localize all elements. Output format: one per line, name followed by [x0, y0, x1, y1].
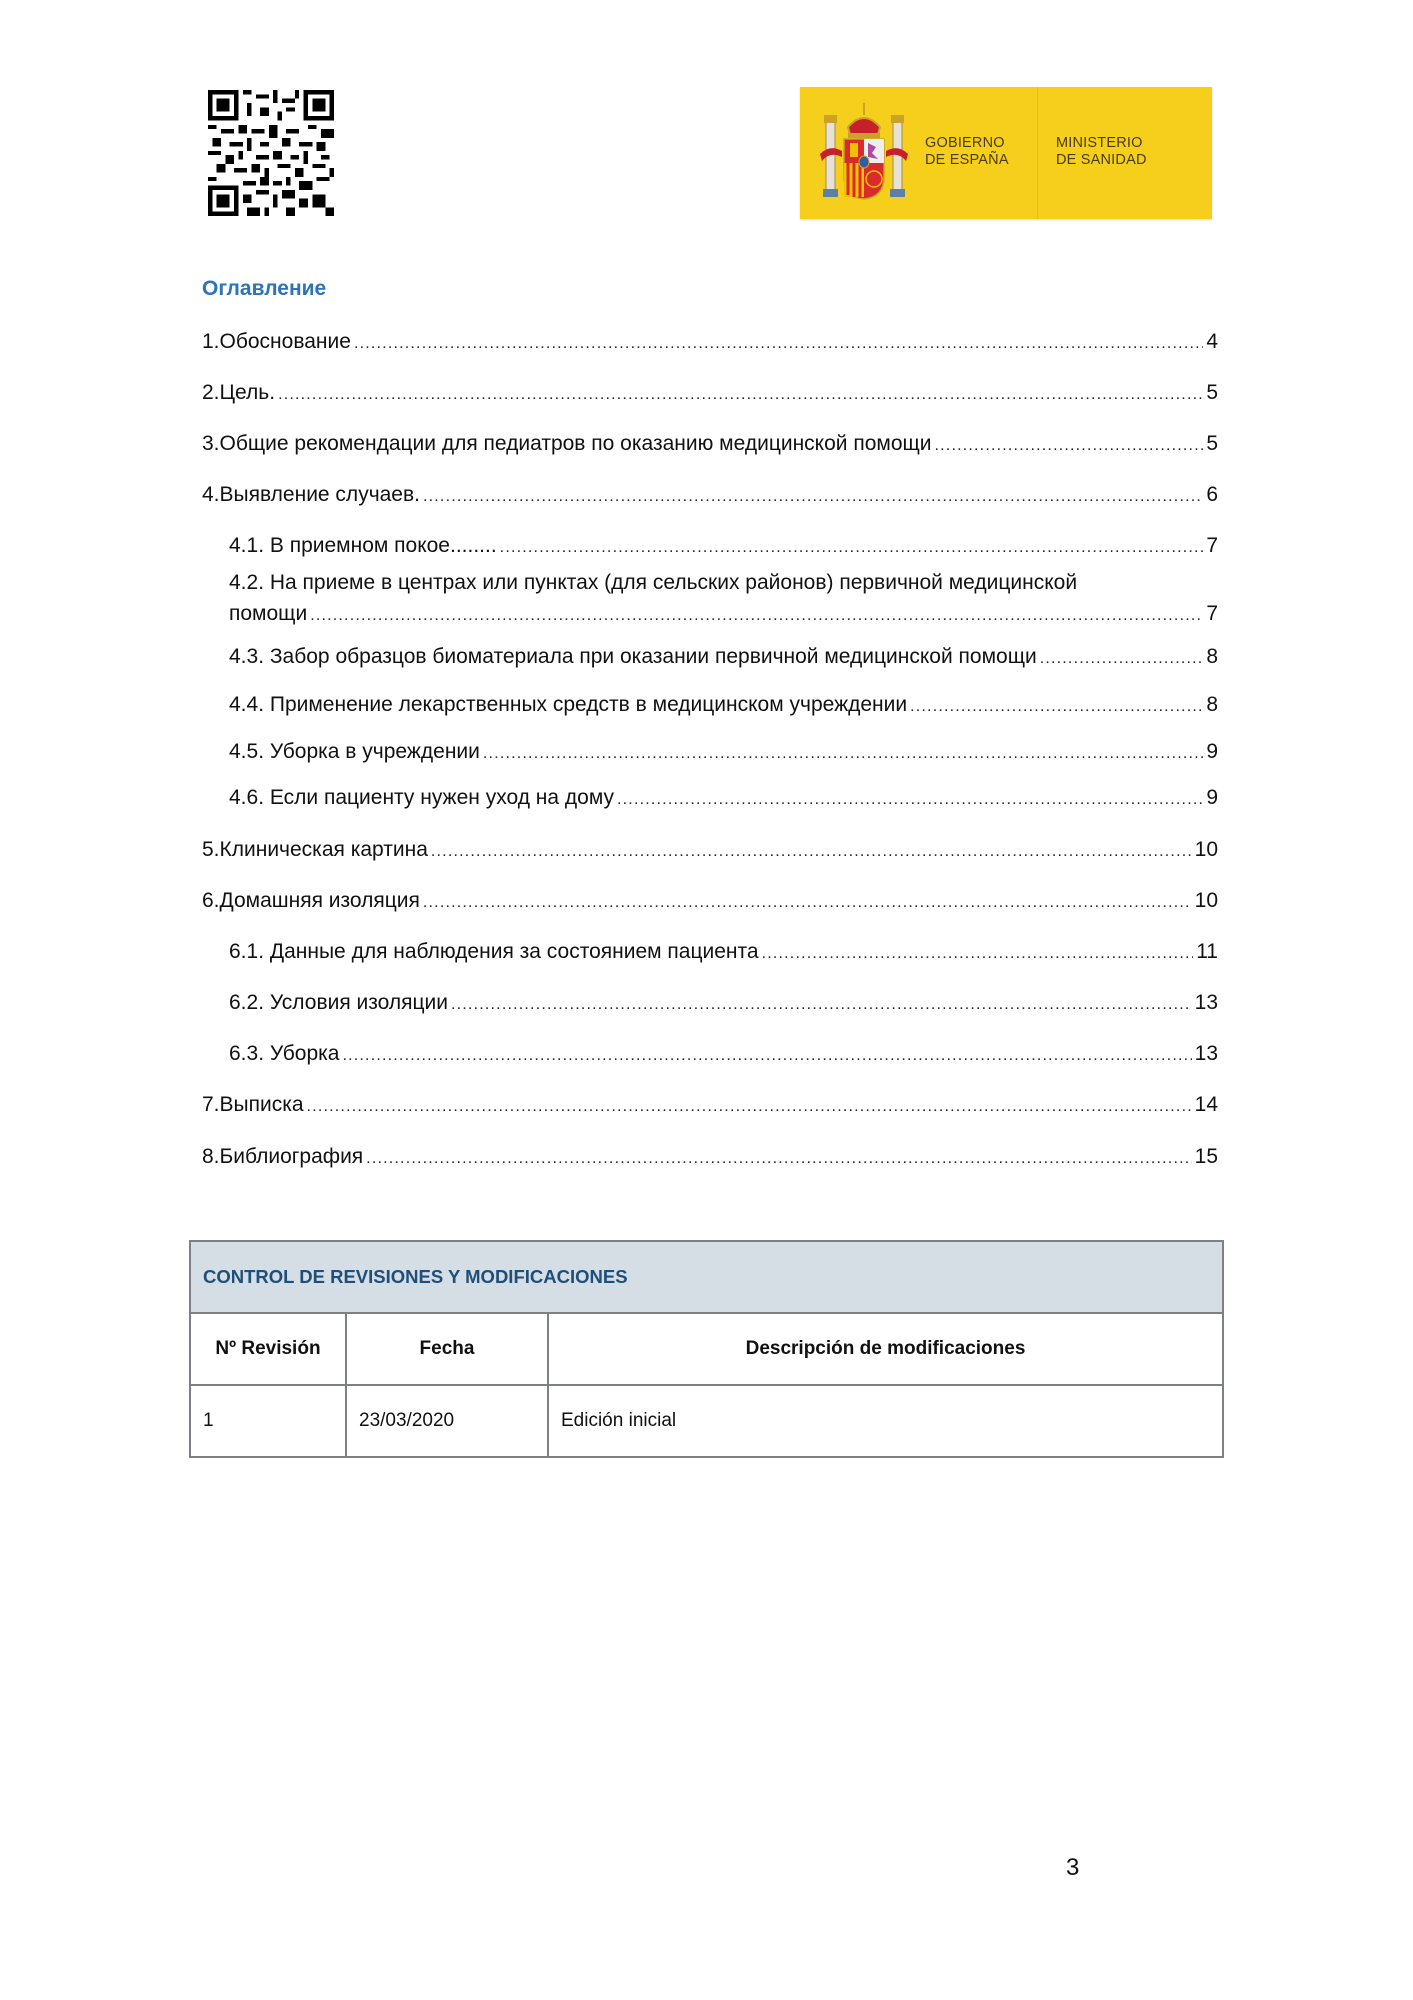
- toc-entry[interactable]: [202, 1143, 1218, 1171]
- revision-number-cell: 1: [190, 1385, 346, 1457]
- toc-entry-label: 5.Клиническая картина: [202, 838, 428, 861]
- toc-entry[interactable]: [202, 328, 1218, 356]
- qr-code: [208, 90, 334, 216]
- toc-entry-label: 4.1. В приемном покое........: [229, 534, 497, 557]
- toc-entry-page: 5: [1206, 381, 1218, 404]
- toc-entry-page: 14: [1194, 1093, 1218, 1116]
- toc-entry-label: 4.3. Забор образцов биоматериала при оказании первичной медицинской помощи: [229, 645, 1037, 668]
- toc-entry-page: 11: [1196, 940, 1218, 963]
- revision-control-table: [189, 1240, 1224, 1458]
- toc-entry-label: 4.4. Применение лекарственных средств в медицинском учреждении: [229, 693, 908, 716]
- government-line-2: DE ESPAÑA: [925, 152, 1009, 168]
- revision-table-header-row: [190, 1313, 1223, 1385]
- toc-title: Оглавление: [202, 277, 327, 300]
- toc-entry-page: 13: [1194, 1042, 1218, 1065]
- toc-leader-dots: [423, 889, 1192, 917]
- toc-leader-dots: [762, 940, 1194, 968]
- toc-entry[interactable]: [202, 1091, 1218, 1119]
- toc-entry[interactable]: [202, 481, 1218, 509]
- toc-entry[interactable]: [229, 784, 1218, 812]
- toc-entry-page: 7: [1206, 534, 1218, 557]
- toc-leader-dots: [451, 991, 1192, 1019]
- toc-entry-label: 4.6. Если пациенту нужен уход на дому: [229, 786, 615, 809]
- toc-entry-label: 6.1. Данные для наблюдения за состоянием пациента: [229, 940, 759, 963]
- toc-entry-label: помощи: [229, 602, 308, 625]
- toc-entry-page: 6: [1206, 483, 1218, 506]
- toc-entry-label: 6.2. Условия изоляции: [229, 991, 449, 1014]
- toc-leader-dots: [366, 1145, 1191, 1173]
- toc-entry[interactable]: [229, 691, 1218, 719]
- toc-leader-dots: [342, 1042, 1191, 1070]
- toc-entry-label: 1.Обоснование: [202, 330, 351, 353]
- toc-entry[interactable]: [229, 1040, 1218, 1068]
- toc-entry-label: 7.Выписка: [202, 1093, 304, 1116]
- toc-leader-dots: [278, 381, 1203, 409]
- toc-entry[interactable]: [202, 379, 1218, 407]
- toc-leader-dots: [500, 534, 1204, 562]
- toc-leader-dots: [483, 740, 1203, 768]
- column-header-revision: Nº Revisión: [190, 1313, 346, 1385]
- revision-description-cell: Edición inicial: [548, 1385, 1223, 1457]
- toc-leader-dots: [307, 1093, 1192, 1121]
- government-logo: [800, 87, 1212, 219]
- toc-entry-page: 4: [1206, 330, 1218, 353]
- toc-entry-label: 6.3. Уборка: [229, 1042, 340, 1065]
- toc-entry-label: 4.Выявление случаев.: [202, 483, 420, 506]
- toc-entry[interactable]: [202, 430, 1218, 458]
- toc-entry-label: 2.Цель.: [202, 381, 276, 404]
- toc-entry[interactable]: [229, 738, 1218, 766]
- toc-entry[interactable]: [202, 887, 1218, 915]
- ministry-line-1: MINISTERIO: [1056, 135, 1143, 151]
- toc-entry[interactable]: [229, 532, 1218, 560]
- toc-entry-page: 13: [1194, 991, 1218, 1014]
- toc-entry-label: 4.5. Уборка в учреждении: [229, 740, 480, 763]
- column-header-description: Descripción de modificaciones: [548, 1313, 1223, 1385]
- toc-entry-label: 8.Библиография: [202, 1145, 364, 1168]
- government-name: [925, 135, 1009, 169]
- ministry-name: [1056, 135, 1147, 169]
- toc-leader-dots: [910, 693, 1203, 721]
- revision-date-cell: 23/03/2020: [346, 1385, 548, 1457]
- toc-entry[interactable]: [202, 836, 1218, 864]
- toc-leader-dots: [431, 838, 1192, 866]
- coat-of-arms-icon: [818, 99, 910, 207]
- toc-entry-page: 8: [1206, 645, 1218, 668]
- toc-entry-page: 10: [1194, 889, 1218, 912]
- toc-entry[interactable]: [229, 600, 1218, 628]
- toc-entry[interactable]: [229, 938, 1218, 966]
- toc-entry-label: 6.Домашняя изоляция: [202, 889, 420, 912]
- table-row: [190, 1385, 1223, 1457]
- toc-entry-label-line1[interactable]: 4.2. На приеме в центрах или пунктах (для сельских районов) первичной медицинской: [229, 571, 1078, 594]
- page-number: 3: [1066, 1854, 1080, 1881]
- ministry-line-2: DE SANIDAD: [1056, 152, 1147, 168]
- toc-entry-page: 7: [1206, 602, 1218, 625]
- toc-leader-dots: [310, 602, 1203, 630]
- toc-leader-dots: [935, 432, 1204, 460]
- toc-entry-label: 3.Общие рекомендации для педиатров по оказанию медицинской помощи: [202, 432, 932, 455]
- toc-leader-dots: [1040, 645, 1204, 673]
- toc-entry-page: 10: [1194, 838, 1218, 861]
- toc-leader-dots: [617, 786, 1203, 814]
- revision-table-title: CONTROL DE REVISIONES Y MODIFICACIONES: [190, 1241, 1223, 1313]
- toc-entry-page: 15: [1194, 1145, 1218, 1168]
- toc-entry-page: 9: [1206, 740, 1218, 763]
- government-line-1: GOBIERNO: [925, 135, 1005, 151]
- toc-leader-dots: [423, 483, 1203, 511]
- column-header-date: Fecha: [346, 1313, 548, 1385]
- toc-entry[interactable]: [229, 989, 1218, 1017]
- toc-entry[interactable]: [229, 643, 1218, 671]
- toc-entry-page: 8: [1206, 693, 1218, 716]
- logo-divider: [1037, 87, 1038, 219]
- toc-entry-page: 5: [1206, 432, 1218, 455]
- toc-leader-dots: [354, 330, 1203, 358]
- toc-entry-page: 9: [1206, 786, 1218, 809]
